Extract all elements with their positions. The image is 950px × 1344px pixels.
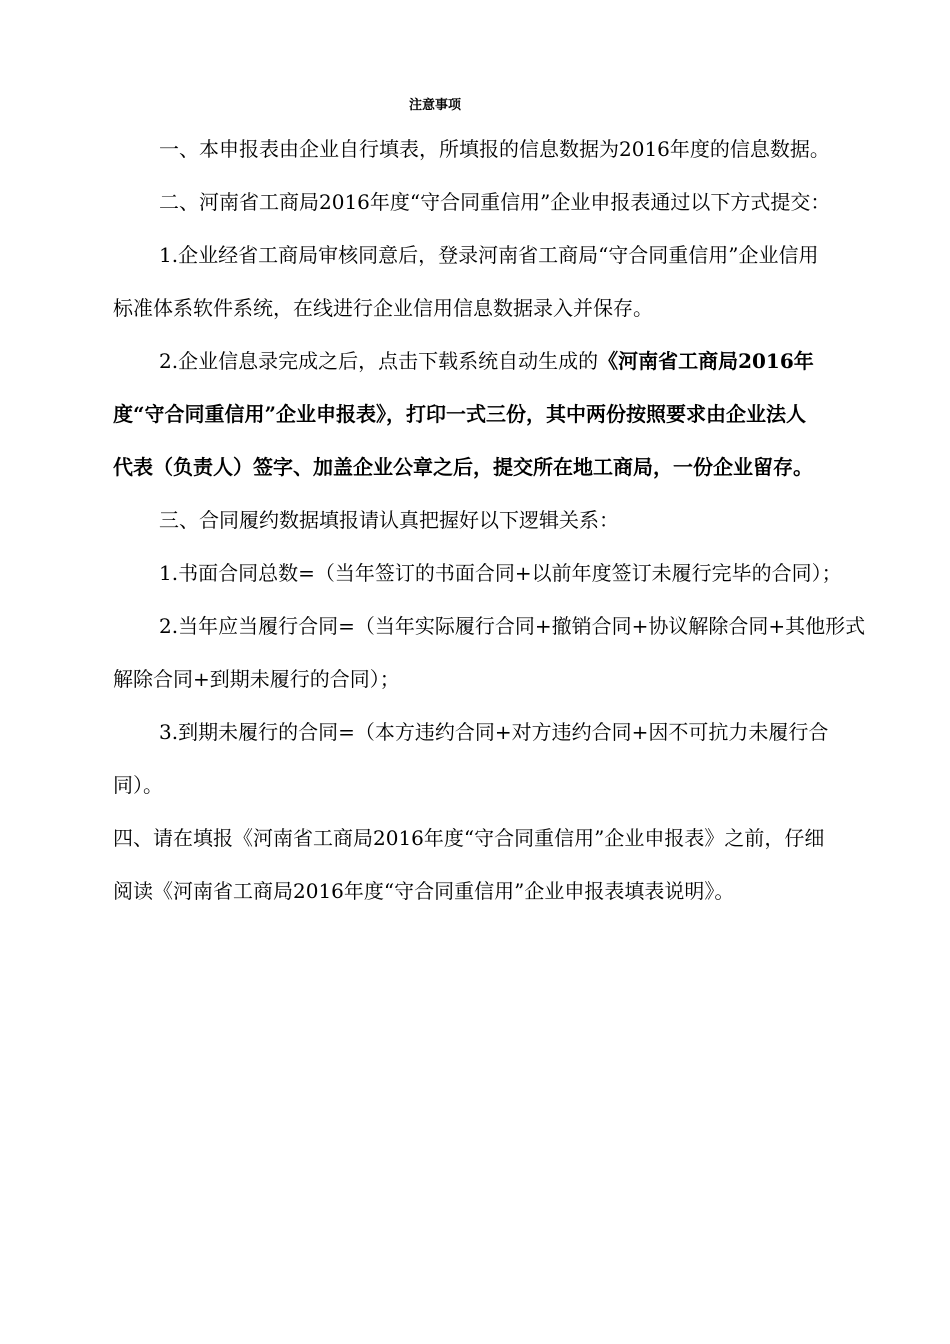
text-line (113, 348, 906, 374)
notice-item-4 (113, 825, 906, 904)
notice-subitem-3-1 (113, 560, 906, 586)
text-line: 一、本申报表由企业自行填表，所填报的信息数据为2016年度的信息数据。 (159, 137, 830, 161)
notice-body (113, 136, 906, 931)
bold-text: 《河南省工商局2016年 (598, 349, 814, 373)
notice-subitem-3-3 (113, 719, 906, 798)
notice-subitem-3-2 (113, 613, 906, 692)
bold-text-line: 度“守合同重信用”企业申报表》，打印一式三份，其中两份按照要求由企业法人 (113, 402, 807, 426)
notice-item-3 (113, 507, 906, 533)
text-line: 2.当年应当履行合同=（当年实际履行合同+撤销合同+协议解除合同+其他形式 (159, 614, 866, 638)
text-line: 1.书面合同总数=（当年签订的书面合同+以前年度签订未履行完毕的合同）； (159, 561, 842, 585)
text-line: 二、河南省工商局2016年度“守合同重信用”企业申报表通过以下方式提交： (159, 190, 831, 214)
text-line: 四、请在填报《河南省工商局2016年度“守合同重信用”企业申报表》之前，仔细 (113, 826, 825, 850)
notice-item-2 (113, 189, 906, 215)
text-line: 同）。 (113, 773, 163, 797)
text-line: 三、合同履约数据填报请认真把握好以下逻辑关系： (159, 508, 619, 532)
text-line: 解除合同+到期未履行的合同）； (113, 667, 400, 691)
normal-text: 2.企业信息录完成之后，点击下载系统自动生成的 (159, 349, 599, 373)
notice-subitem-2-1 (113, 242, 906, 321)
text-line: 阅读《河南省工商局2016年度“守合同重信用”企业申报表填表说明》。 (113, 879, 735, 903)
text-line: 3.到期未履行的合同=（本方违约合同+对方违约合同+因不可抗力未履行合 (159, 720, 829, 744)
notice-item-1 (113, 136, 906, 162)
bold-text-line: 代表（负责人）签字、加盖企业公章之后，提交所在地工商局，一份企业留存。 (113, 455, 813, 479)
page-title: 注意事项 (408, 98, 461, 113)
notice-subitem-2-2 (113, 348, 906, 480)
text-line: 标准体系软件系统，在线进行企业信用信息数据录入并保存。 (113, 296, 653, 320)
text-line: 1.企业经省工商局审核同意后，登录河南省工商局“守合同重信用”企业信用 (159, 243, 819, 267)
